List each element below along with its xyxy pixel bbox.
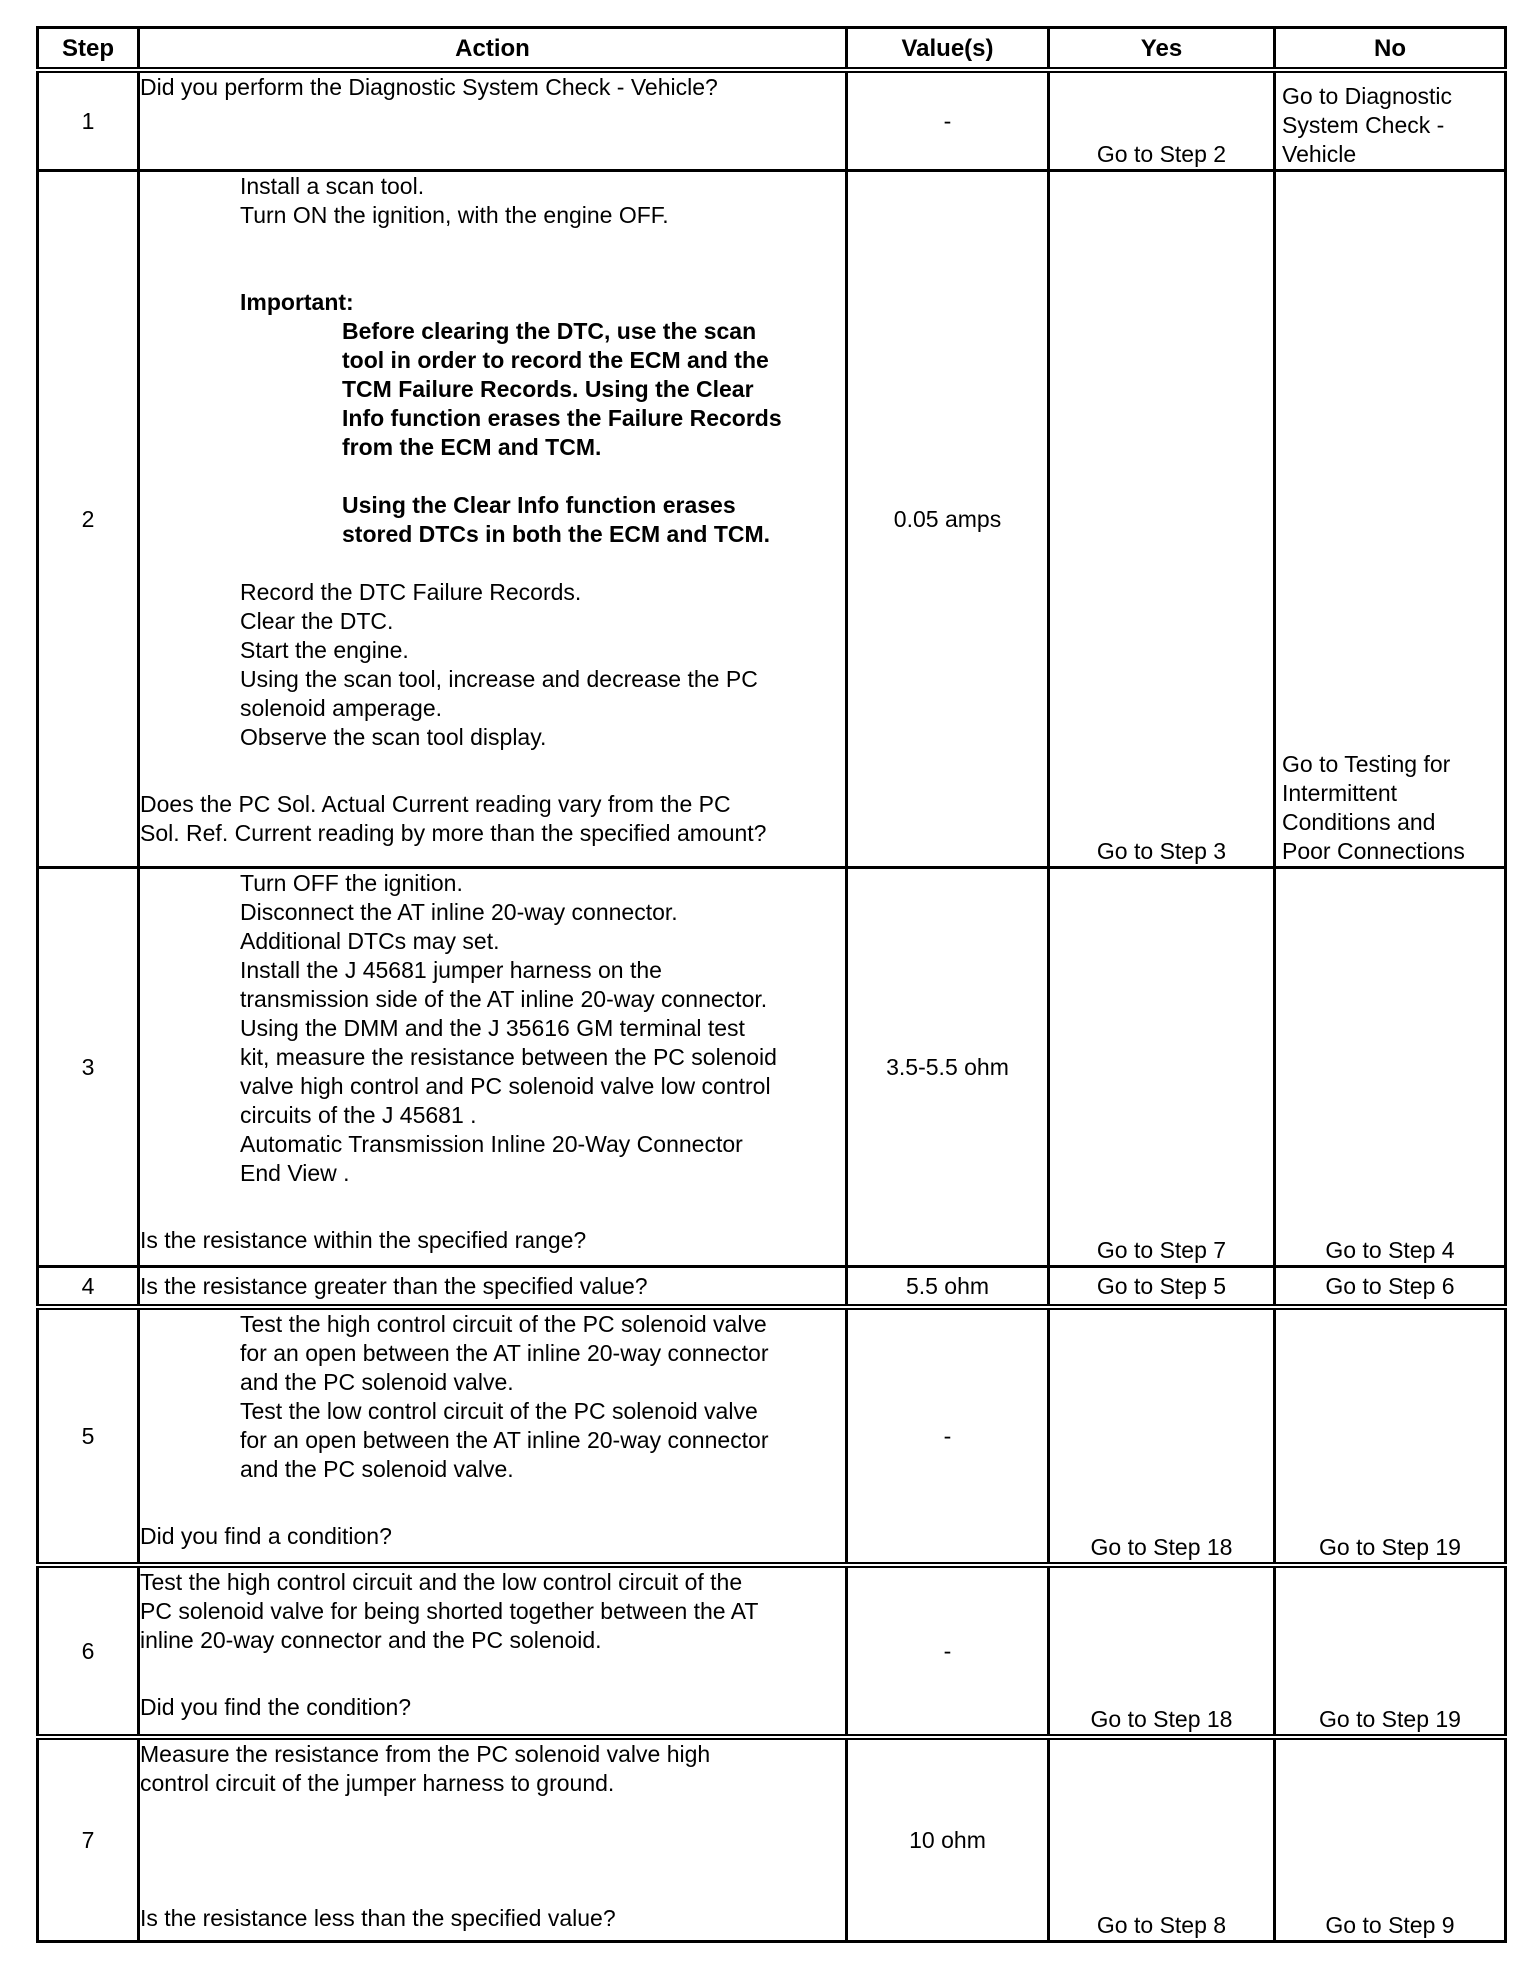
important-line: stored DTCs in both the ECM and TCM. [342, 521, 771, 547]
action-line: Install a scan tool. [240, 173, 425, 199]
action-line: circuits of the J 45681 . [240, 1102, 477, 1128]
value-cell: - [847, 70, 1049, 171]
no-text-line: Go to Testing for [1282, 751, 1451, 777]
no-text-line: Poor Connections [1282, 838, 1465, 864]
action-line: Install the J 45681 jumper harness on the [240, 957, 662, 983]
table-row [38, 868, 1506, 1267]
table-row [38, 1307, 1506, 1565]
action-line: Test the low control circuit of the PC solenoid valve [240, 1398, 758, 1424]
no-cell: Go to Step 9 [1275, 1737, 1506, 1942]
action-line: End View . [240, 1160, 350, 1186]
important-line: tool in order to record the ECM and the [342, 347, 769, 373]
action-line: for an open between the AT inline 20-way connector [240, 1427, 769, 1453]
important-label: Important: [240, 289, 354, 315]
action-cell [139, 1307, 847, 1565]
important-line: Before clearing the DTC, use the scan [342, 318, 757, 344]
important-line: Using the Clear Info function erases [342, 492, 736, 518]
yes-cell: Go to Step 5 [1049, 1267, 1275, 1308]
no-cell: Go to Step 6 [1275, 1267, 1506, 1308]
important-line: from the ECM and TCM. [342, 434, 602, 460]
no-cell [1275, 70, 1506, 171]
action-line: solenoid amperage. [240, 695, 443, 721]
diagnostic-table [36, 26, 1507, 1943]
action-line: transmission side of the AT inline 20-way connector. [240, 986, 768, 1012]
no-cell [1275, 171, 1506, 868]
action-line: Using the scan tool, increase and decrease the PC [240, 666, 758, 692]
question-text: Is the resistance within the specified range? [140, 1227, 587, 1253]
action-line: Measure the resistance from the PC solenoid valve high [140, 1741, 711, 1767]
action-line: Using the DMM and the J 35616 GM terminal test [240, 1015, 745, 1041]
yes-cell: Go to Step 18 [1049, 1565, 1275, 1737]
action-line: valve high control and PC solenoid valve low control [240, 1073, 771, 1099]
action-line: Disconnect the AT inline 20-way connector. [240, 899, 678, 925]
action-cell [139, 868, 847, 1267]
question-text: Sol. Ref. Current reading by more than the specified amount? [140, 820, 767, 846]
header-yes: Yes [1049, 28, 1275, 71]
action-line: Record the DTC Failure Records. [240, 579, 582, 605]
question-text: Did you perform the Diagnostic System Check - Vehicle? [140, 74, 718, 100]
no-text-line: Vehicle [1282, 141, 1357, 167]
table-row [38, 1267, 1506, 1308]
action-line: PC solenoid valve for being shorted together between the AT [140, 1598, 759, 1624]
action-cell [139, 1737, 847, 1942]
question-text: Did you find the condition? [140, 1694, 412, 1720]
action-cell [139, 1267, 847, 1308]
action-line: Turn OFF the ignition. [240, 870, 463, 896]
table-row [38, 70, 1506, 171]
action-line: and the PC solenoid valve. [240, 1456, 514, 1482]
action-line: control circuit of the jumper harness to ground. [140, 1770, 615, 1796]
action-line: Observe the scan tool display. [240, 724, 547, 750]
step-number: 7 [38, 1737, 139, 1942]
action-line: kit, measure the resistance between the PC solenoid [240, 1044, 777, 1070]
step-number: 5 [38, 1307, 139, 1565]
no-text-line: System Check - [1282, 112, 1445, 138]
header-action: Action [139, 28, 847, 71]
step-number: 1 [38, 70, 139, 171]
action-line: Test the high control circuit and the low control circuit of the [140, 1569, 743, 1595]
header-row [38, 28, 1506, 71]
no-cell: Go to Step 4 [1275, 868, 1506, 1267]
action-line: and the PC solenoid valve. [240, 1369, 514, 1395]
value-cell: - [847, 1565, 1049, 1737]
step-number: 2 [38, 171, 139, 868]
yes-cell: Go to Step 18 [1049, 1307, 1275, 1565]
header-step: Step [38, 28, 139, 71]
no-cell: Go to Step 19 [1275, 1307, 1506, 1565]
value-cell: 3.5-5.5 ohm [847, 868, 1049, 1267]
value-cell: 0.05 amps [847, 171, 1049, 868]
table-row [38, 1565, 1506, 1737]
no-cell: Go to Step 19 [1275, 1565, 1506, 1737]
action-line: for an open between the AT inline 20-way connector [240, 1340, 769, 1366]
action-line: Start the engine. [240, 637, 409, 663]
value-cell: 5.5 ohm [847, 1267, 1049, 1308]
step-number: 4 [38, 1267, 139, 1308]
value-cell: - [847, 1307, 1049, 1565]
yes-cell: Go to Step 8 [1049, 1737, 1275, 1942]
important-line: TCM Failure Records. Using the Clear [342, 376, 754, 402]
question-text: Did you find a condition? [140, 1523, 392, 1549]
header-no: No [1275, 28, 1506, 71]
table-row [38, 1737, 1506, 1942]
step-number: 6 [38, 1565, 139, 1737]
question-text: Is the resistance less than the specified value? [140, 1905, 616, 1931]
action-line: Test the high control circuit of the PC solenoid valve [240, 1311, 767, 1337]
yes-cell: Go to Step 2 [1049, 70, 1275, 171]
step-number: 3 [38, 868, 139, 1267]
no-text-line: Go to Diagnostic [1282, 83, 1453, 109]
action-line: Clear the DTC. [240, 608, 394, 634]
important-line: Info function erases the Failure Records [342, 405, 782, 431]
action-line: Turn ON the ignition, with the engine OFF. [240, 202, 669, 228]
value-cell: 10 ohm [847, 1737, 1049, 1942]
no-text-line: Intermittent [1282, 780, 1398, 806]
yes-cell: Go to Step 3 [1049, 171, 1275, 868]
action-line: Automatic Transmission Inline 20-Way Connector [240, 1131, 743, 1157]
action-cell [139, 171, 847, 868]
action-line: Additional DTCs may set. [240, 928, 500, 954]
action-cell [139, 1565, 847, 1737]
header-values: Value(s) [847, 28, 1049, 71]
table-row [38, 171, 1506, 868]
no-text-line: Conditions and [1282, 809, 1436, 835]
yes-cell: Go to Step 7 [1049, 868, 1275, 1267]
action-cell [139, 70, 847, 171]
question-text: Is the resistance greater than the specified value? [140, 1272, 648, 1299]
question-text: Does the PC Sol. Actual Current reading vary from the PC [140, 791, 731, 817]
action-line: inline 20-way connector and the PC solenoid. [140, 1627, 602, 1653]
